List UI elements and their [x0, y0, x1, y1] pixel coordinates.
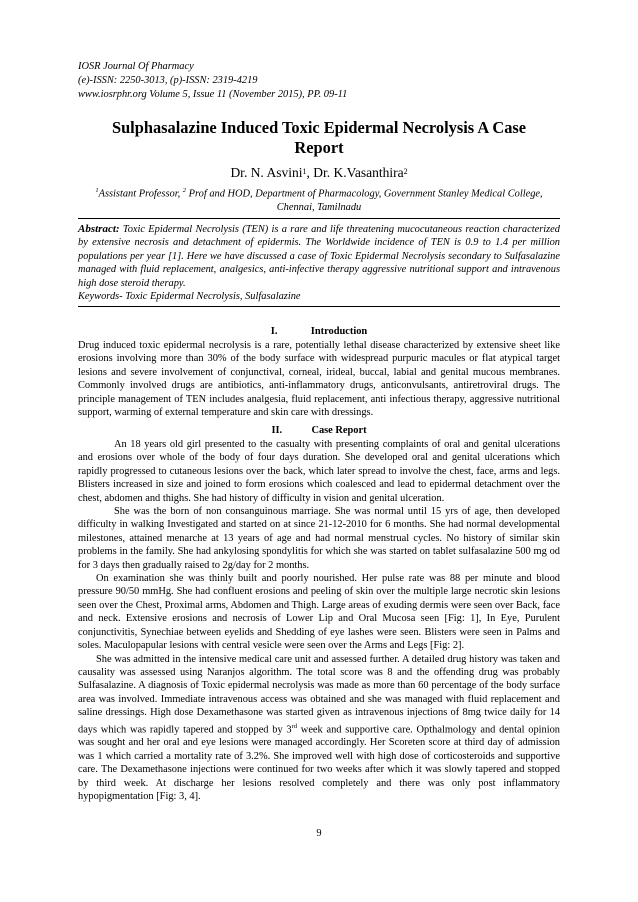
- abstract-text: Toxic Epidermal Necrolysis (TEN) is a rare and life threatening mucocutaneous reaction characterized by extensive necrosis and detachment of epidermis. The Worldwide incidence of TEN is 0.9 to 1.4 per million populations per year [1]. Here we have discussed a case of Toxic Epidermal Necrolysis secondary to Sulfasalazine managed with fluid replacement, analgesics, anti-infective therapy aggressive nutritional support and intravenous high dose steroid therapy.: [78, 224, 560, 289]
- section-1-body: [78, 339, 560, 419]
- section-1-number: I.: [270, 326, 278, 337]
- ordinal-suffix: rd: [291, 722, 298, 730]
- author-1-affil: 1: [302, 167, 307, 176]
- abstract-label: Abstract:: [78, 223, 120, 235]
- section-2-number: II.: [271, 425, 283, 436]
- case-paragraph-4-end: week and supportive care. Opthalmology and dental opinion was sought and her oral and eye lesions were managed accordingly. Her Scoreten score at third day of admission was 1 which carried a mortality rate of 3.2%. She improved well with high dose of corticosteroids and supportive care. The Dexamethasone injections were continued for two weeks after which it was slowly tapered and stopped by third week. At discharge her lesions resolved completely and there was only post inflammatory hypopigmentation [Fig: 3, 4].: [78, 724, 561, 803]
- affil-mark-2: 2: [182, 187, 187, 194]
- journal-name: IOSR Journal Of Pharmacy: [78, 61, 194, 72]
- affiliation-line-1: [88, 184, 550, 201]
- authors: [78, 164, 560, 182]
- section-1-heading: [78, 325, 560, 338]
- author-separator: ,: [306, 165, 314, 180]
- title-line-1: Sulphasalazine Induced Toxic Epidermal Necrolysis A Case: [111, 118, 527, 137]
- abstract-bottom-rule: [78, 306, 560, 307]
- author-2: Dr. K.Vasanthira: [313, 165, 404, 180]
- journal-header: [78, 60, 558, 102]
- section-2-title: Case Report: [311, 425, 367, 436]
- page-number: 9: [316, 828, 322, 839]
- case-paragraph-2: She was the born of non consanguinous marriage. She was normal until 15 yrs of age, then developed difficulty in walking Investigated and started on at since 21-12-2010 for 6 months. She had normal developmental milestones, attained menarche at 13 years of age and had normal menstrual cycles. No history of similar skin problems in the family. She had ankylosing spondylitis for which she was started on tablet sulfasalazine 500 mg od for 3 days then gradually raised to 2g/day for 2 months.: [78, 506, 560, 571]
- affil-mark-1: 1: [95, 187, 99, 194]
- author-1: Dr. N. Asvini: [230, 165, 303, 180]
- abstract-top-rule: [78, 218, 560, 219]
- case-paragraph-1: An 18 years old girl presented to the casualty with presenting complaints of oral and genital ulcerations and erosions over whole of the body of four days duration. She developed oral and genital ulcerations which rapidly progressed to cutaneous lesions over the back, which later spread to involve the chest, face, arms and legs. Blisters increased in size and joined to form erosions which coalesced and lead to epidermal detachment over the chest, abdomen and thighs. She had history of difficulty in vision and genital ulceration.: [78, 439, 560, 504]
- affiliation-line-2: Chennai, Tamilnadu: [276, 201, 362, 213]
- affiliations: [88, 184, 550, 214]
- paper-title: [78, 118, 560, 158]
- section-2-body: [78, 438, 560, 803]
- introduction-paragraph: Drug induced toxic epidermal necrolysis is a rare, potentially lethal disease characterized by extensive sheet like erosions involving more than 30% of the body surface with widespread purpuric macules or flat atypical target lesions and severe involvement of conjunctival, corneal, irideal, buccal, labial and genital mucous membranes. Commonly involved drugs are antibiotics, anti-inflammatory drugs, anticonvulsants, antiretroviral drugs. The principle management of TEN includes analgesia, fluid replacement, anti infectious therapy, aggressive nutritional support, warming of external temperature and skin care with dressings.: [78, 340, 560, 419]
- section-2-heading: [78, 424, 560, 437]
- case-paragraph-4-start: She was admitted in the intensive medical care unit and assessed further. A detailed drug history was taken and causality was assessed using Naranjos algorithm. The total score was 8 and the offending drug was probably Sulfasalazine. A diagnosis of Toxic epidermal necrolysis was made as more than 60 percentage of the body surface area was involved. Immediate intravenous access was obtained and she was managed with fluid replacement and saline dressings. High dose Dexamethasone was started given as intravenous injections of 8mg twice daily for 14 days which was rapidly tapered and stopped by 3: [78, 653, 560, 735]
- title-line-2: Report: [294, 138, 344, 157]
- affil-part-1: Assistant Professor,: [98, 188, 183, 200]
- abstract: [78, 223, 560, 290]
- author-2-affil: 2: [403, 167, 408, 176]
- case-paragraph-3: On examination she was thinly built and poorly nourished. Her pulse rate was 88 per minute and blood pressure 90/50 mmHg. She had confluent erosions and peeling of skin over the multiple large necrotic skin lesions seen over the Chest, Proximal arms, Abdomen and Thigh. Large areas of exuding dermis were seen over Back, face and neck. Extensive erosions and necrosis of Lower Lip and Oral Mucosa seen [Fig: 1], In Eye, Purulent conjunctivitis, Synechiae between eyelids and Shedding of eye lashes were seen. Blisters were seen in Palms and soles. Maculopapular lesions with central vesicle were seen over the Arms and Legs [Fig: 2].: [78, 573, 560, 652]
- affil-part-2: Prof and HOD, Department of Pharmacology, Government Stanley Medical College,: [186, 188, 543, 200]
- section-1-title: Introduction: [310, 326, 368, 337]
- keywords: Keywords- Toxic Epidermal Necrolysis, Sulfasalazine: [78, 291, 301, 302]
- journal-volume: www.iosrphr.org Volume 5, Issue 11 (November 2015), PP. 09-11: [78, 89, 348, 100]
- journal-issn: (e)-ISSN: 2250-3013, (p)-ISSN: 2319-4219: [78, 75, 258, 86]
- case-paragraph-4: [78, 653, 560, 804]
